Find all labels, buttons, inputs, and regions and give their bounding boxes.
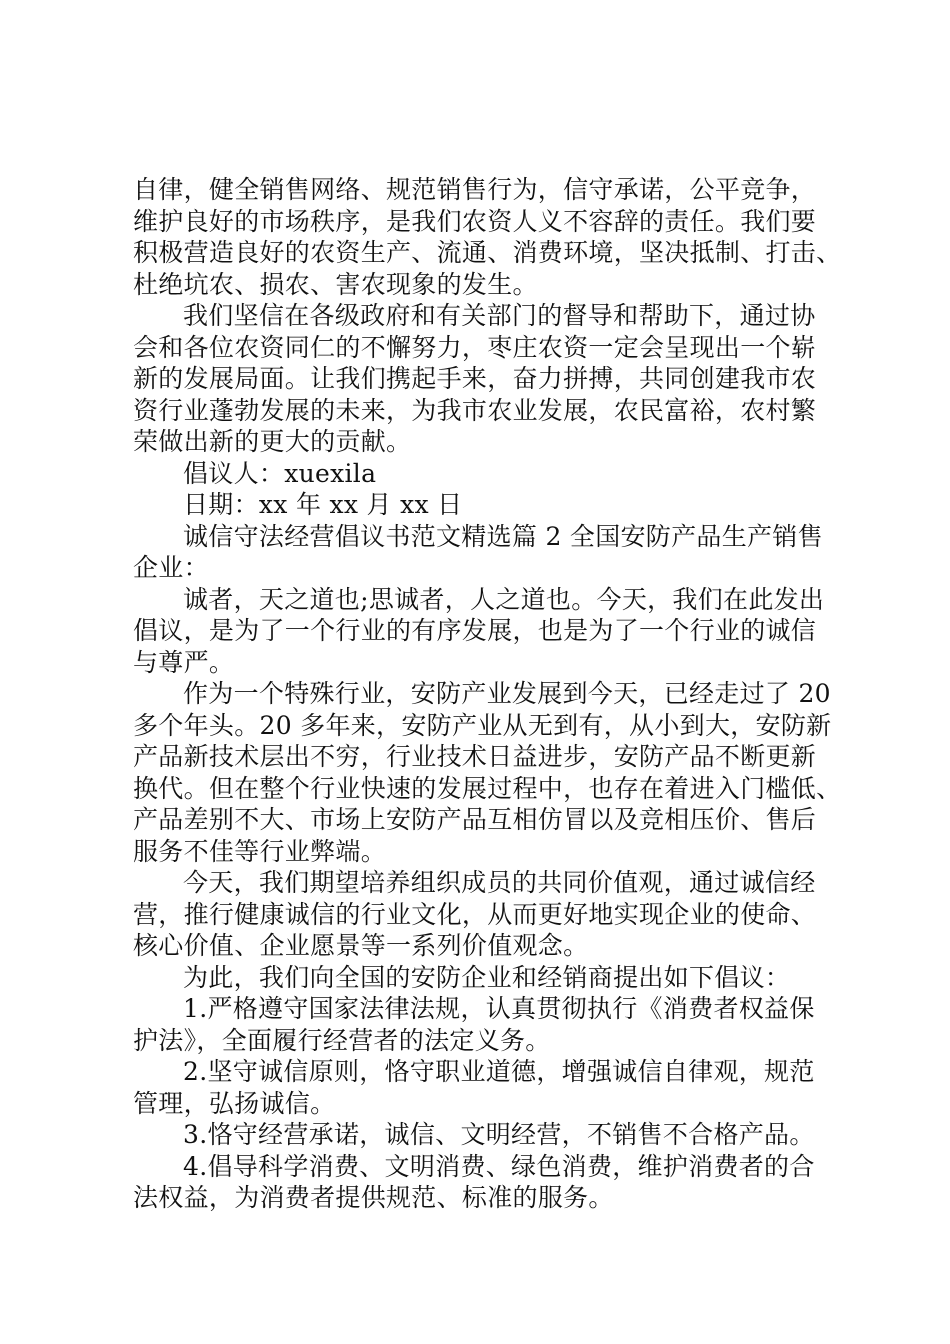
text-line: 倡议，是为了一个行业的有序发展，也是为了一个行业的诚信 — [133, 616, 817, 645]
text-line: 荣做出新的更大的贡献。 — [133, 427, 412, 456]
text-line: 护法》，全面履行经营者的法定义务。 — [133, 1025, 551, 1055]
text-line: 会和各位农资同仁的不懈努力，枣庄农资一定会呈现出一个崭 — [133, 332, 817, 362]
text-line: 诚信守法经营倡议书范文精选篇 2 全国安防产品生产销售 — [183, 521, 823, 551]
text-line: 服务不佳等行业弊端。 — [133, 836, 387, 866]
text-line: 4.倡导科学消费、文明消费、绿色消费，维护消费者的合 — [183, 1151, 815, 1181]
text-line: 管理，弘扬诚信。 — [133, 1088, 336, 1118]
text-line: 与尊严。 — [133, 647, 235, 677]
document-body — [133, 174, 843, 1214]
text-line: 换代。但在整个行业快速的发展过程中，也存在着进入门槛低、 — [133, 773, 842, 803]
text-line: 作为一个特殊行业，安防产业发展到今天，已经走过了 20 — [183, 679, 831, 708]
text-line: 倡议人：xuexila — [183, 458, 377, 488]
text-line: 产品新技术层出不穷，行业技术日益进步，安防产品不断更新 — [133, 742, 817, 771]
text-line: 产品差别不大、市场上安防产品互相仿冒以及竞相压价、售后 — [133, 805, 817, 834]
text-line: 为此，我们向全国的安防企业和经销商提出如下倡议： — [183, 962, 791, 992]
text-line: 1.严格遵守国家法律法规，认真贯彻执行《消费者权益保 — [183, 994, 815, 1023]
text-line: 2.坚守诚信原则，恪守职业道德，增强诚信自律观，规范 — [183, 1057, 815, 1086]
text-line: 企业： — [133, 553, 209, 582]
text-line: 核心价值、企业愿景等一系列价值观念。 — [133, 931, 589, 960]
text-line: 资行业蓬勃发展的未来，为我市农业发展，农民富裕，农村繁 — [133, 395, 817, 425]
text-line: 我们坚信在各级政府和有关部门的督导和帮助下，通过协 — [183, 301, 816, 330]
text-line: 法权益，为消费者提供规范、标准的服务。 — [133, 1183, 614, 1212]
text-line: 营，推行健康诚信的行业文化，从而更好地实现企业的使命、 — [133, 899, 817, 929]
text-line: 杜绝坑农、损农、害农现象的发生。 — [133, 269, 538, 299]
text-line: 积极营造良好的农资生产、流通、消费环境，坚决抵制、打击、 — [133, 238, 842, 267]
text-line: 多个年头。20 多年来，安防产业从无到有，从小到大，安防新 — [133, 710, 832, 740]
text-line: 自律，健全销售网络、规范销售行为，信守承诺，公平竞争， — [133, 175, 817, 204]
text-line: 新的发展局面。让我们携起手来，奋力拼搏，共同创建我市农 — [133, 364, 817, 393]
text-line: 诚者，天之道也;思诚者，人之道也。今天，我们在此发出 — [183, 584, 825, 614]
text-line: 今天，我们期望培养组织成员的共同价值观，通过诚信经 — [183, 868, 816, 897]
text-line: 3.恪守经营承诺，诚信、文明经营，不销售不合格产品。 — [183, 1120, 815, 1149]
text-line: 日期：xx 年 xx 月 xx 日 — [183, 490, 463, 519]
text-line: 维护良好的市场秩序，是我们农资人义不容辞的责任。我们要 — [133, 206, 817, 236]
